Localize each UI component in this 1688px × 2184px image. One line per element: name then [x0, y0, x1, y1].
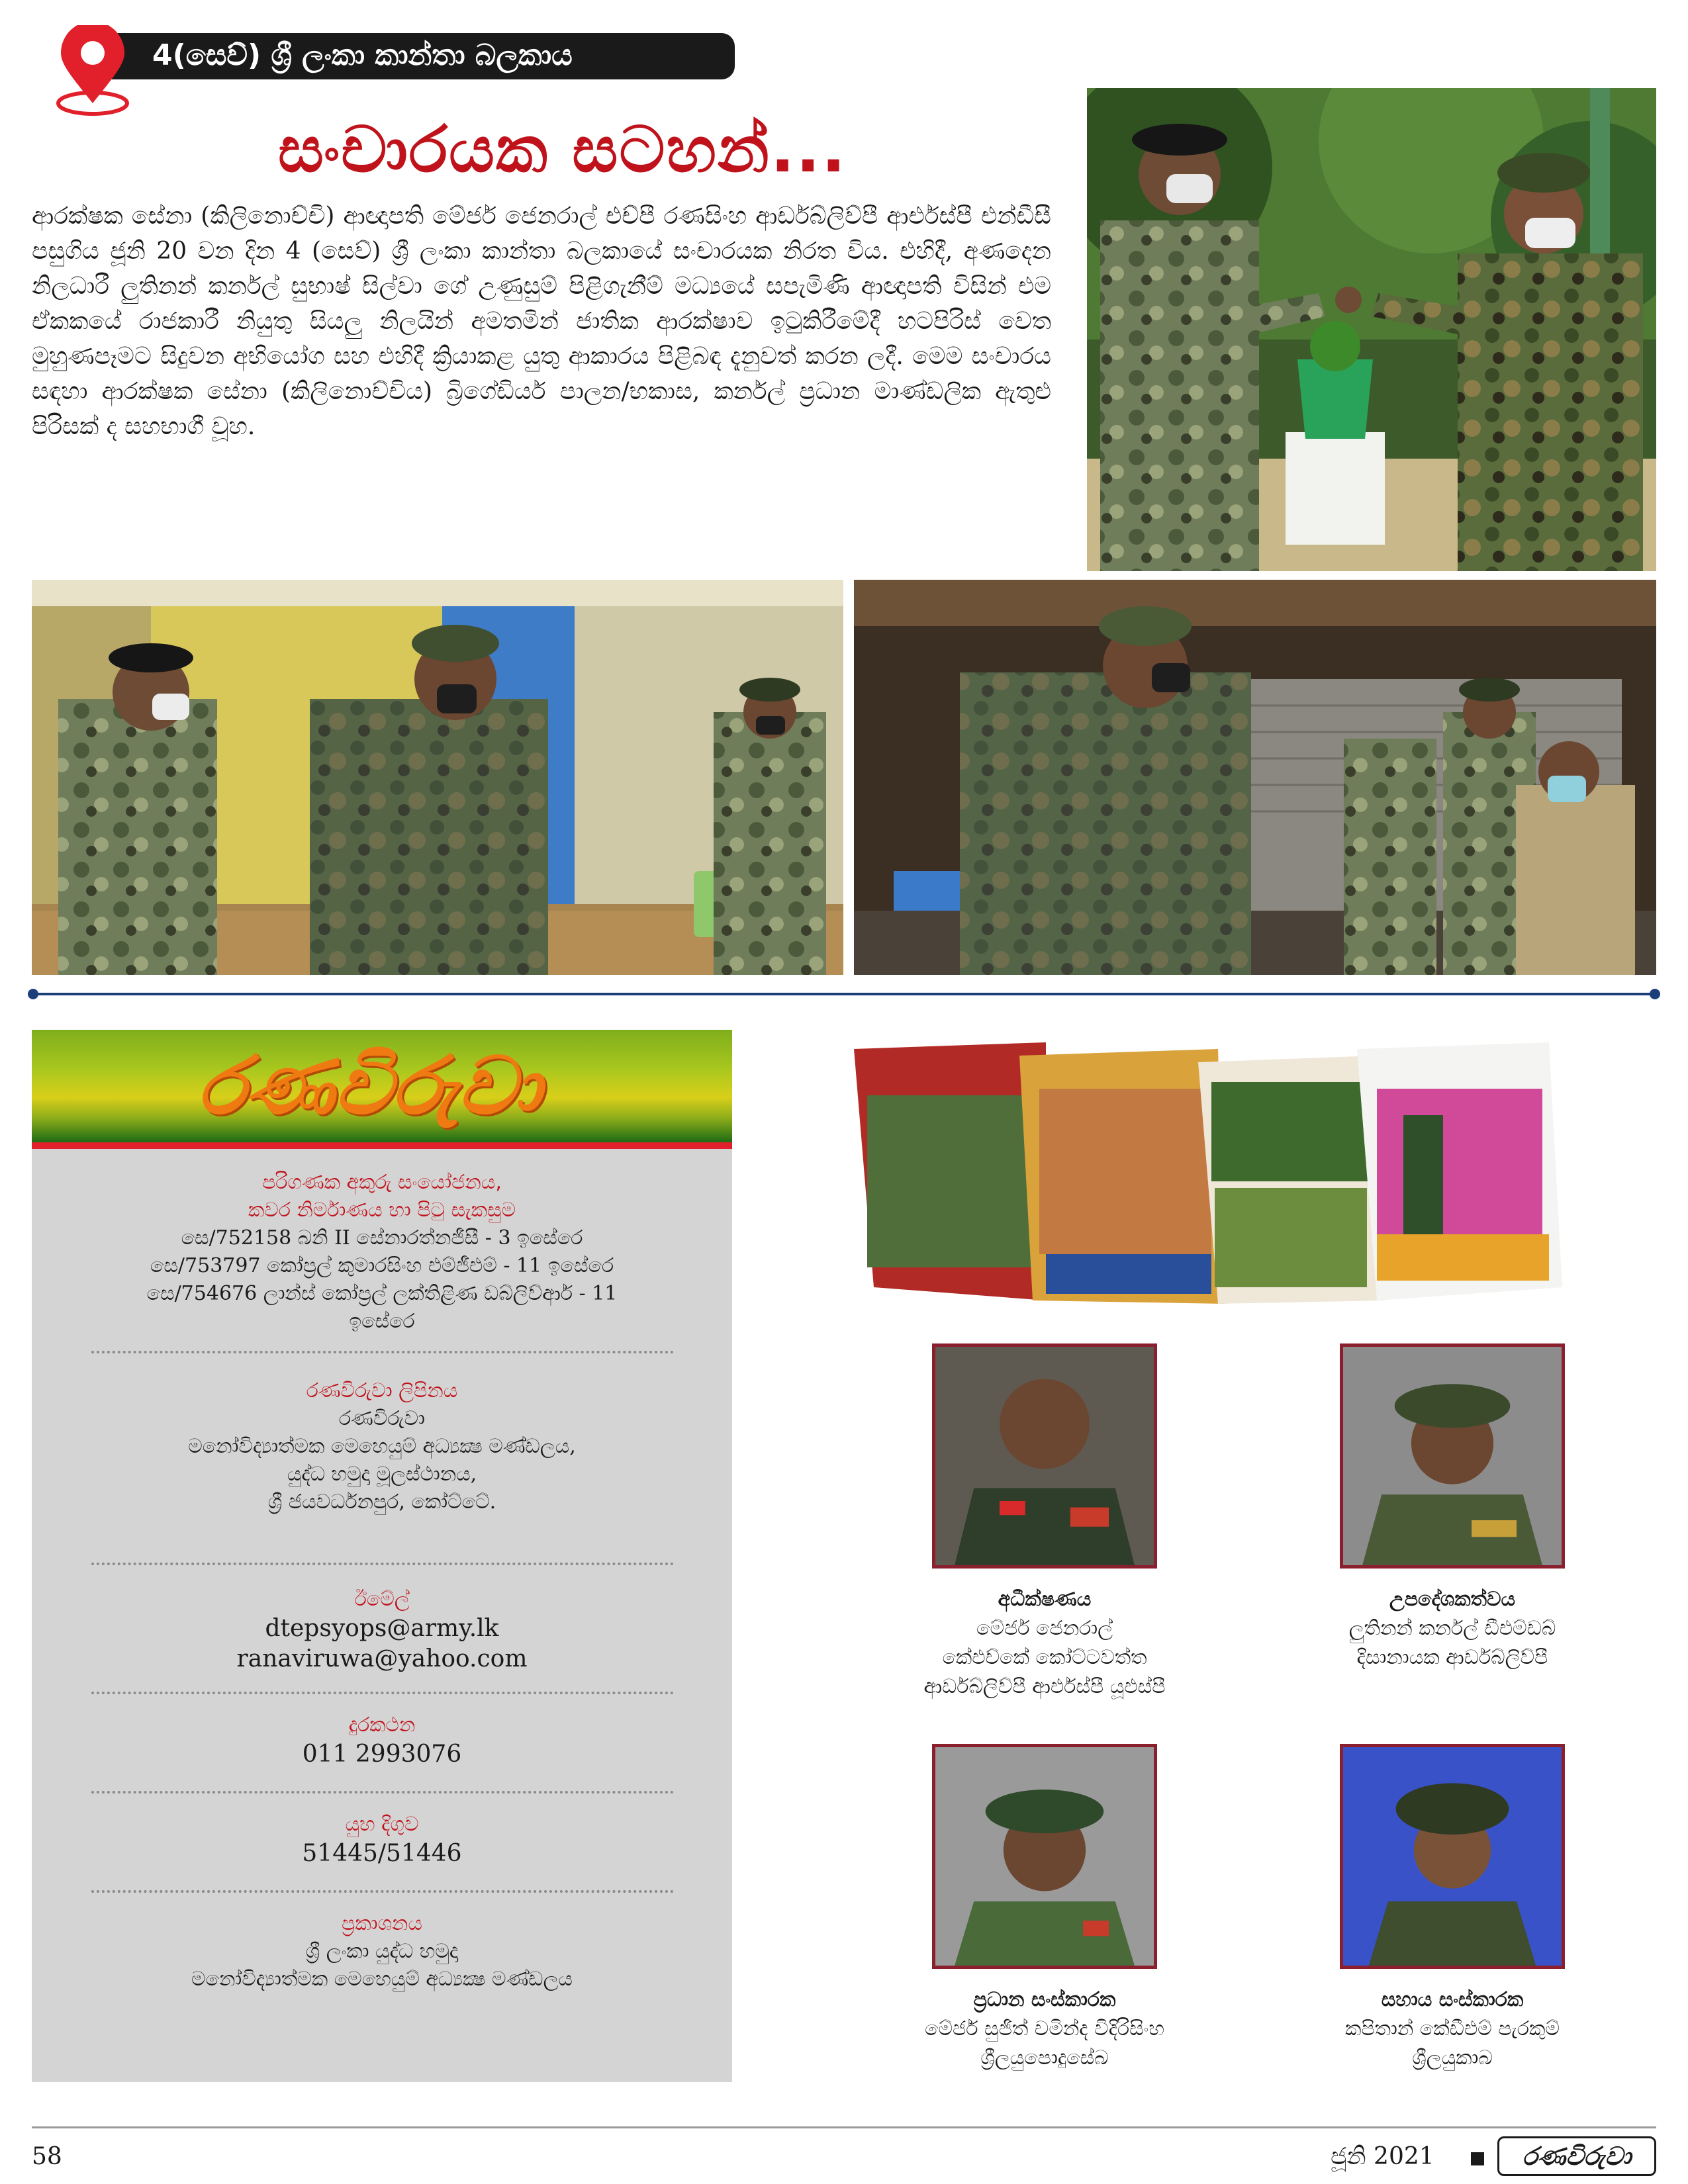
section-divider — [32, 993, 1656, 995]
staff-caption-assistant-editor — [1241, 1985, 1664, 2073]
staff-name: මේජර් ජෙනරාල් — [976, 1617, 1113, 1640]
address-line: ශ්‍රී ජයවර්ධනපුර, කෝට්ටේ. — [267, 1490, 496, 1514]
publisher-line: ශ්‍රී ලංකා යුද්ධ හමුදා — [305, 1940, 459, 1963]
section-banner — [26, 25, 735, 78]
staff-name: දිසානායක ආර්ඩබ්ලිව්පී — [1356, 1646, 1548, 1669]
footer-rule — [32, 2126, 1656, 2128]
credits-phone — [32, 1711, 732, 1770]
dotted-separator — [91, 1791, 674, 1794]
typesetting-line: සෙ/754676 ලාන්ස් කෝප්‍රල් ලක්තිළිණ ඩබ්ලිව්ආර් - 11 — [146, 1282, 618, 1305]
credits-publisher — [32, 1910, 732, 1993]
photo-commander-greeting — [1087, 88, 1656, 571]
dotted-separator — [91, 1563, 674, 1565]
extension-number: 51445/51446 — [302, 1840, 462, 1867]
credits-box — [32, 1149, 732, 2082]
typesetting-line: ඉසේරෙ — [349, 1310, 415, 1333]
address-line: රණවිරුවා — [339, 1407, 425, 1430]
credits-extension — [32, 1811, 732, 1869]
address-heading: රණවිරුවා ලිපිනය — [306, 1379, 458, 1402]
dotted-separator — [91, 1692, 674, 1694]
staff-name: ශ්‍රීලයුපොදුසේබ — [980, 2046, 1109, 2070]
footer-square-bullet — [1471, 2152, 1484, 2165]
dotted-separator — [91, 1351, 674, 1353]
footer-date: ජූනි 2021 — [1331, 2143, 1434, 2170]
typesetting-line: සෙ/753797 කෝප්‍රල් කුමාරසිංහ එම්ජීඑම් - 11 ඉසේරෙ — [150, 1254, 614, 1277]
photo-unit-inspection — [32, 580, 843, 975]
email-address[interactable]: dtepsyops@army.lk — [265, 1615, 499, 1642]
staff-name: ආර්ඩබ්ලිව්පී ආර්එස්පී යූඑස්පී — [923, 1675, 1166, 1698]
phone-number: 011 2993076 — [302, 1741, 462, 1768]
article-title: සංචාරයක සටහන්... — [278, 113, 847, 187]
staff-name: කේඑච්කේ කෝට්ටවත්ත — [942, 1646, 1147, 1669]
credits-email — [32, 1586, 732, 1674]
masthead-logo: රණවිරුවා — [197, 1039, 541, 1132]
staff-name: මේජර් සුජිත් චමින්ද විදිරිසිංහ — [925, 2017, 1164, 2040]
phone-heading: දුරකථන — [348, 1713, 416, 1737]
staff-role: ප්‍රධාන සංස්කාරක — [973, 1988, 1116, 2011]
typesetting-line: සෙ/752158 බනි II සේනාරත්නජීසී - 3 ඉසේරෙ — [181, 1226, 583, 1250]
typesetting-heading-2: කවර නිර්මාණය හා පිටු සැකසුම — [248, 1199, 516, 1222]
article-body: ආරක්ෂක සේනා (කිලිනොච්චි) ආඥාපති මේජර් ජෙනරාල් එච්පී රණසිංහ ආර්ඩබ්ලිව්පී ආර්එස්පී එන්ඩීසී පසුගිය ජූනි 20 වන දින 4 (සෙව්) ශ්‍රී ලංකා කාන්තා බලකායේ සංචාරයක නිරත විය. එහිදී, අණදෙන නිලධාරී ලුතිනන් කර්නල් සුභාෂ් සිල්වා ගේ උණුසුම් පිළිගැනීම් මධ්‍යයේ සපැමිණි ආඥාපති විසින් එම ඒකකයේ රාජකාරී නියුතු සියලු නිලයින් අමතමින් ජාතික ආරක්ෂාව ඉටුකිරීමේදී හටපිරිස් වෙත මුහුණපෑමට සිදුවන අභියෝග සහ එහිදී ක්‍රියාකළ යුතු ආකාරය පිළිබඳ දැනුවත් කරන ලදී. මෙම සංචාරය සඳහා ආරක්ෂක සේනා (කිලිනොච්චිය) බ්‍රිගේඩියර් පාලන/භකාස, කර්නල් ප්‍රධාන මාණ්ඩලික ඇතුළු පිරිසක් ද සහභාගී වූහ. — [32, 203, 1051, 440]
portrait-assistant-editor — [1340, 1744, 1565, 1969]
publisher-heading: ප්‍රකාශනය — [342, 1912, 422, 1935]
staff-name: ලුතිනන් කර්නල් ඩීඑම්ඩබ් — [1348, 1617, 1556, 1640]
portrait-advisory — [1340, 1343, 1565, 1569]
page-number: 58 — [32, 2143, 62, 2170]
staff-name: ශ්‍රීලයුකාබ — [1412, 2046, 1493, 2070]
staff-name: කපිතාන් කේඩීඑම් පැරකුම් — [1345, 2017, 1560, 2040]
extension-heading: යුහ දිගුව — [345, 1813, 419, 1836]
credits-typesetting — [32, 1169, 732, 1336]
typesetting-heading-1: පරිගණක අකුරු සංයෝජනය, — [262, 1171, 502, 1194]
dotted-separator — [91, 1890, 674, 1893]
location-pin-icon — [53, 25, 132, 118]
staff-role: අධීක්ෂණය — [998, 1588, 1092, 1611]
staff-role: උපදේශකත්වය — [1389, 1588, 1516, 1611]
portrait-chief-editor — [932, 1744, 1157, 1969]
masthead-rule — [32, 1142, 732, 1149]
masthead-banner — [32, 1030, 732, 1142]
email-heading: ඊමේල් — [354, 1588, 410, 1611]
footer-logo: රණවිරුවා — [1497, 2136, 1656, 2176]
portrait-supervision — [932, 1343, 1157, 1569]
address-line: යුද්ධ හමුදා මූලස්ථානය, — [287, 1463, 477, 1486]
staff-caption-supervision — [833, 1585, 1256, 1702]
magazine-covers-image — [847, 1036, 1656, 1307]
staff-caption-chief-editor — [833, 1985, 1256, 2073]
photo-addressing-soldiers — [854, 580, 1656, 975]
staff-caption-advisory — [1241, 1585, 1664, 1672]
credits-address — [32, 1377, 732, 1516]
email-address[interactable]: ranaviruwa@yahoo.com — [236, 1645, 528, 1672]
publisher-line: මනෝවිද්‍යාත්මක මෙහෙයුම් අධ්‍යක්‍ෂ මණ්ඩලය — [191, 1968, 573, 1991]
section-title: 4(සෙව්) ශ්‍රී ලංකා කාන්තා බලකාය — [152, 38, 573, 72]
address-line: මනෝවිද්‍යාත්මක මෙහෙයුම් අධ්‍යක්‍ෂ මණ්ඩලය, — [188, 1435, 576, 1458]
staff-role: සහාය සංස්කාරක — [1381, 1988, 1524, 2011]
